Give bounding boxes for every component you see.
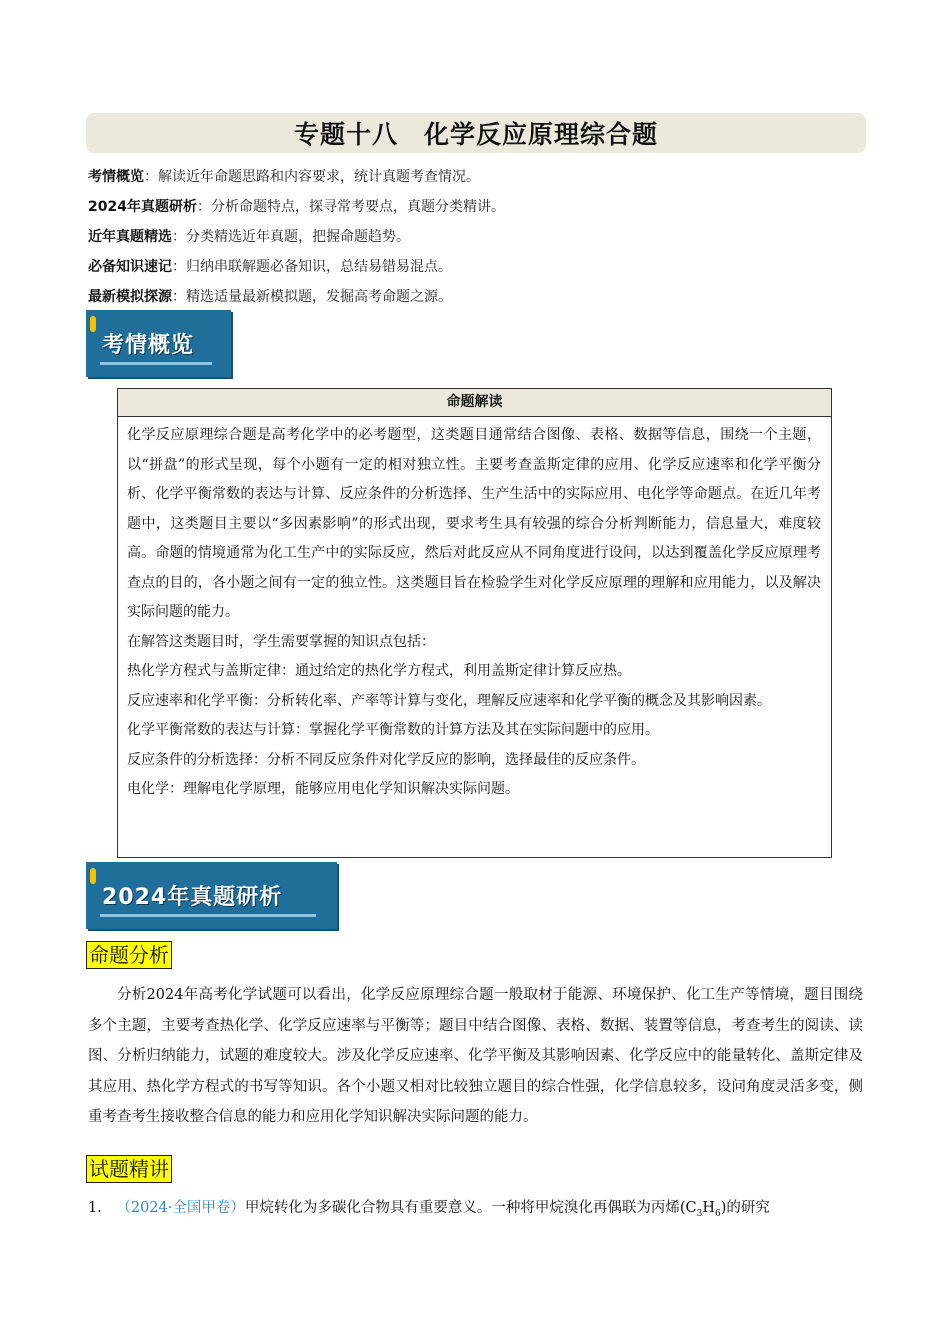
question-number: 1． bbox=[88, 1200, 112, 1216]
intro-value: ：解读近年命题思路和内容要求，统计真题考查情况。 bbox=[144, 169, 480, 185]
banner-label: 2024年真题研析 bbox=[102, 885, 283, 910]
analysis-paragraph: 分析2024年高考化学试题可以看出，化学反应原理综合题一般取材于能源、环境保护、化工生产等情境，题目围绕多个主题，主要考查热化学、化学反应速率与平衡等；题目中结合图像、表格、数据、装置等信息，考查考生的阅读、读图、分析归纳能力，试题的难度较大。涉及化学反应速率、化学平衡及其影响因素、化学反应中的能量转化、盖斯定律及其应用、热化学方程式的书写等知识。各个小题又相对比较独立题目的综合性强，化学信息较多，设问角度灵活多变，侧重考查考生接收整合信息的能力和应用化学知识解决实际问题的能力。 bbox=[88, 987, 863, 1125]
formula-c-sub: 3 bbox=[696, 1208, 703, 1219]
table-body bbox=[118, 417, 831, 805]
intro-item bbox=[88, 222, 868, 252]
table-paragraph: 化学平衡常数的表达与计算：掌握化学平衡常数的计算方法及其在实际问题中的应用。 bbox=[127, 722, 659, 738]
table-paragraph: 电化学：理解电化学原理，能够应用电化学知识解决实际问题。 bbox=[127, 781, 519, 797]
intro-value: ：归纳串联解题必备知识，总结易错易混点。 bbox=[172, 259, 452, 275]
section-heading-analysis: 命题分析 bbox=[86, 941, 172, 969]
question-item bbox=[88, 1196, 868, 1219]
formula-c: C bbox=[685, 1200, 697, 1216]
table-paragraph: 反应条件的分析选择：分析不同反应条件对化学反应的影响，选择最佳的反应条件。 bbox=[127, 751, 645, 768]
banner-tag-icon bbox=[90, 868, 96, 884]
table-paragraph: 在解答这类题目时，学生需要掌握的知识点包括： bbox=[127, 633, 435, 650]
banner-underline bbox=[100, 914, 316, 917]
intro-value: ：分类精选近年真题，把握命题趋势。 bbox=[172, 229, 410, 245]
intro-item bbox=[88, 192, 868, 222]
intro-item bbox=[88, 252, 868, 282]
intro-key: 近年真题精选 bbox=[88, 229, 172, 245]
question-text: 甲烷转化为多碳化合物具有重要意义。一种将甲烷溴化再偶联为丙烯( bbox=[244, 1200, 686, 1216]
table-paragraph: 热化学方程式与盖斯定律：通过给定的热化学方程式，利用盖斯定律计算反应热。 bbox=[127, 663, 631, 679]
intro-key: 2024年真题研析 bbox=[88, 199, 197, 215]
intro-item bbox=[88, 162, 868, 192]
intro-value: ：精选适量最新模拟题，发掘高考命题之源。 bbox=[172, 289, 452, 305]
section-heading-questions: 试题精讲 bbox=[86, 1155, 172, 1183]
intro-key: 考情概览 bbox=[88, 169, 144, 185]
intro-value: ：分析命题特点，探寻常考要点，真题分类精讲。 bbox=[196, 199, 505, 215]
intro-key: 必备知识速记 bbox=[88, 259, 172, 275]
intro-key: 最新模拟探源 bbox=[88, 289, 172, 305]
section-banner-2024 bbox=[86, 862, 337, 929]
table-header: 命题解读 bbox=[118, 389, 831, 417]
banner-label: 考情概览 bbox=[102, 333, 195, 358]
question-source: （2024·全国甲卷） bbox=[116, 1200, 245, 1216]
interpretation-table bbox=[117, 388, 832, 858]
table-paragraph: 化学反应原理综合题是高考化学中的必考题型，这类题目通常结合图像、表格、数据等信息，围绕一个主题，以“拼盘”的形式呈现，每个小题有一定的相对独立性。主要考查盖斯定律的应用、化学反应速率和化学平衡分析、化学平衡常数的表达与计算、反应条件的分析选择、生产生活中的实际应用、电化学等命题点。在近几年考题中，这类题目主要以“多因素影响”的形式出现，要求考生具有较强的综合分析判断能力，信息量大，难度较高。命题的情境通常为化工生产中的实际反应，然后对此反应从不同角度进行设问，以达到覆盖化学反应原理考查点的目的，各小题之间有一定的独立性。这类题目旨在检验学生对化学反应原理的理解和应用能力，以及解决实际问题的能力。 bbox=[127, 427, 821, 620]
page-title: 专题十八 化学反应原理综合题 bbox=[86, 113, 866, 153]
intro-item bbox=[88, 282, 868, 312]
intro-list bbox=[88, 162, 868, 312]
section-banner-overview bbox=[86, 310, 231, 377]
question-text-end: )的研究 bbox=[720, 1200, 770, 1216]
formula-h: H bbox=[702, 1200, 716, 1216]
banner-tag-icon bbox=[90, 316, 96, 332]
formula-h-sub: 6 bbox=[715, 1208, 721, 1219]
table-paragraph: 反应速率和化学平衡：分析转化率、产率等计算与变化，理解反应速率和化学平衡的概念及其影响因素。 bbox=[127, 692, 771, 709]
banner-underline bbox=[100, 362, 212, 365]
